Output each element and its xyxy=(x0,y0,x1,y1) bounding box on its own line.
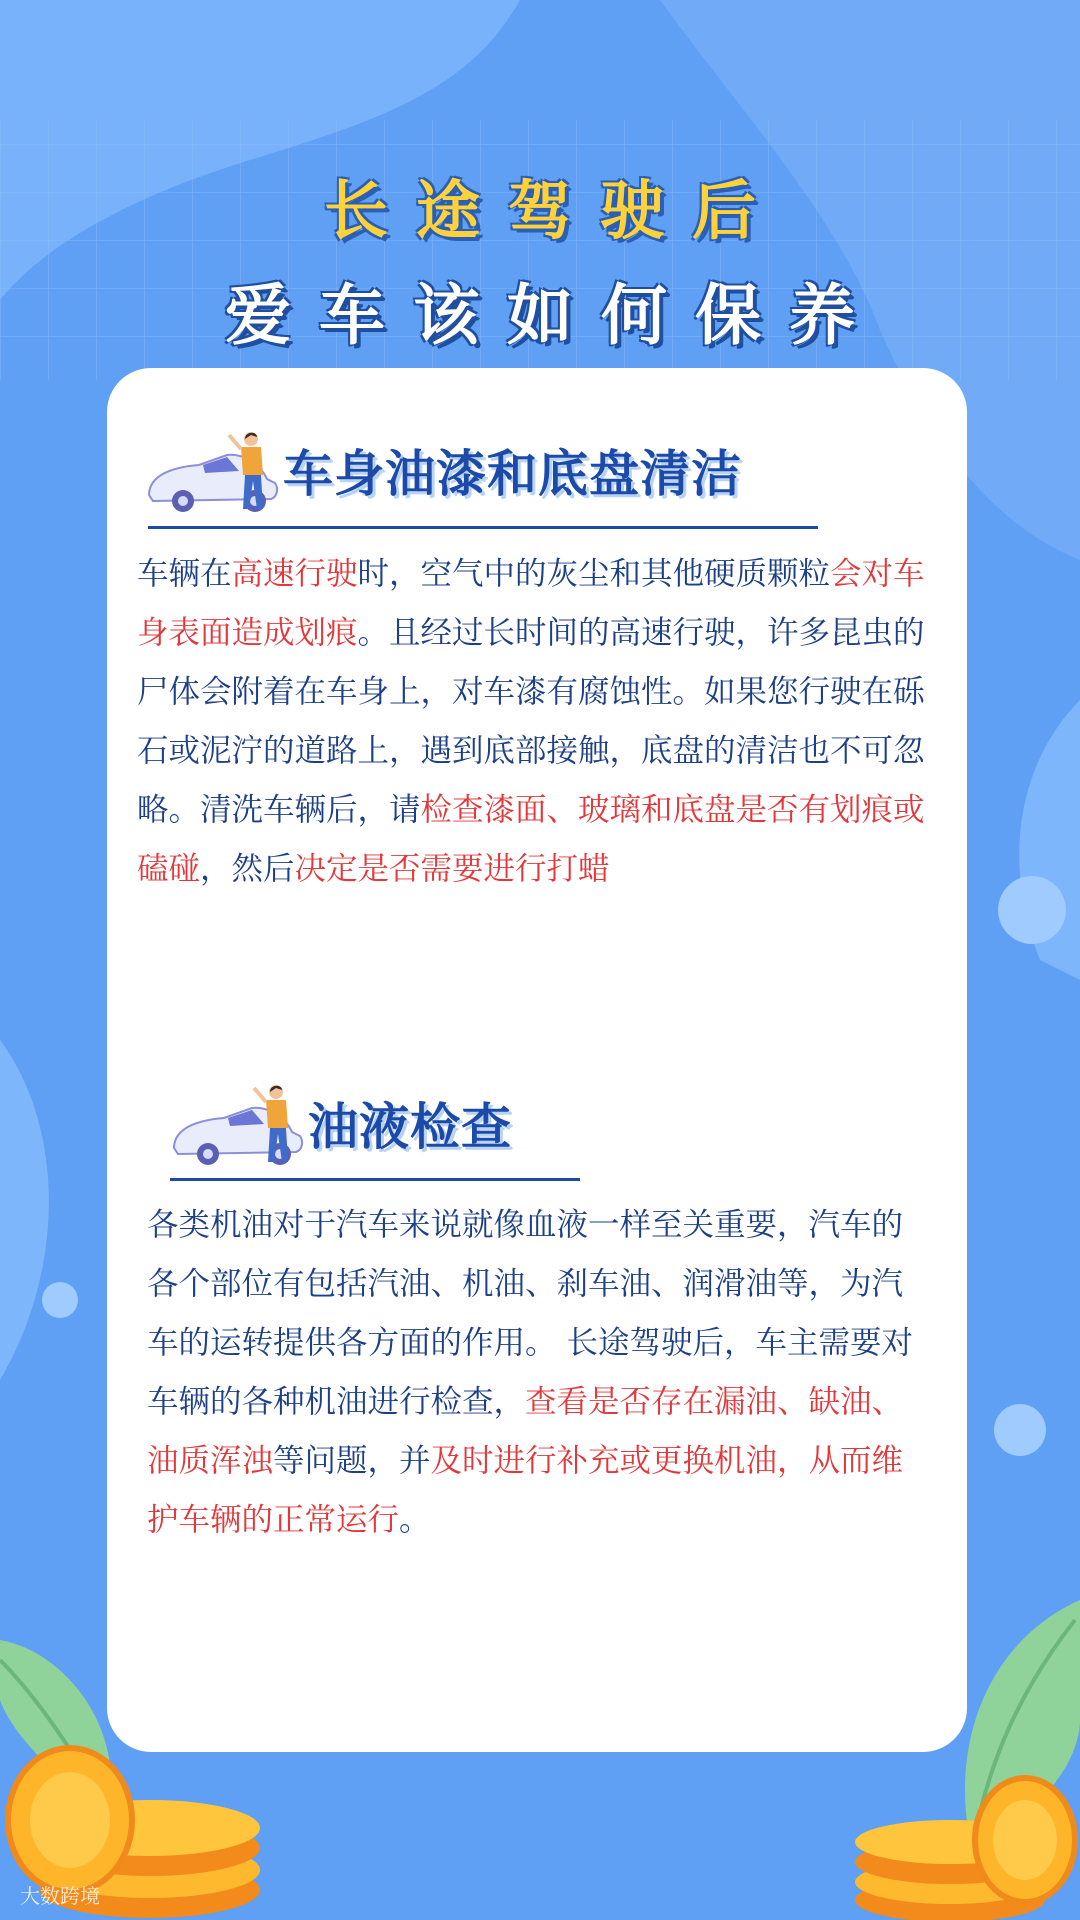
highlight-text: 决定是否需要进行打蜡 xyxy=(294,851,610,887)
highlight-text: 会对车身表面造成划痕 xyxy=(137,556,925,651)
car-with-person-icon xyxy=(168,1078,308,1168)
body-text: 车辆在 xyxy=(137,556,232,592)
title-line-2: 爱车该如何保养 xyxy=(225,277,883,354)
section-heading: 油液检查 xyxy=(308,1098,512,1156)
body-text: 。 xyxy=(399,1502,431,1538)
section-header xyxy=(143,425,742,515)
title-line-1: 长途驾驶后 xyxy=(324,175,784,249)
body-text: 各类机油对于汽车来说就像血液一样至关重要，汽车的各个部位有包括汽油、机油、刹车油、润滑油等，为汽车的运转提供各方面的作用。 长途驾驶后，车主需要对车辆的各种机油进行检查， xyxy=(147,1207,914,1420)
body-text: 等问题，并 xyxy=(273,1443,431,1479)
section-header xyxy=(168,1078,512,1168)
body-text: 。且经过长时间的高速行驶，许多昆虫的尸体会附着在车身上，对车漆有腐蚀性。如果您行驶在砾石或泥泞的道路上，遇到底部接触，底盘的清洁也不可忽略。清洗车辆后，请 xyxy=(137,615,925,828)
highlight-text: 检查漆面、玻璃和底盘是否有划痕或磕碰 xyxy=(137,792,925,887)
body-text: ，然后 xyxy=(200,851,295,887)
highlight-text: 及时进行补充或更换机油，从而维护车辆的正常运行 xyxy=(147,1443,904,1538)
highlight-text: 高速行驶 xyxy=(231,556,358,592)
section-body xyxy=(147,1196,932,1550)
coin-stack-icon xyxy=(850,1770,1080,1920)
section-heading: 车身油漆和底盘清洁 xyxy=(283,445,742,503)
watermark: 大数跨境 xyxy=(20,1884,100,1908)
divider xyxy=(148,526,818,529)
highlight-text: 查看是否存在漏油、缺油、油质浑浊 xyxy=(147,1384,904,1479)
divider xyxy=(170,1178,580,1181)
section-body xyxy=(137,545,927,899)
car-with-person-icon xyxy=(143,425,283,515)
body-text: 时，空气中的灰尘和其他硬质颗粒 xyxy=(357,556,831,592)
